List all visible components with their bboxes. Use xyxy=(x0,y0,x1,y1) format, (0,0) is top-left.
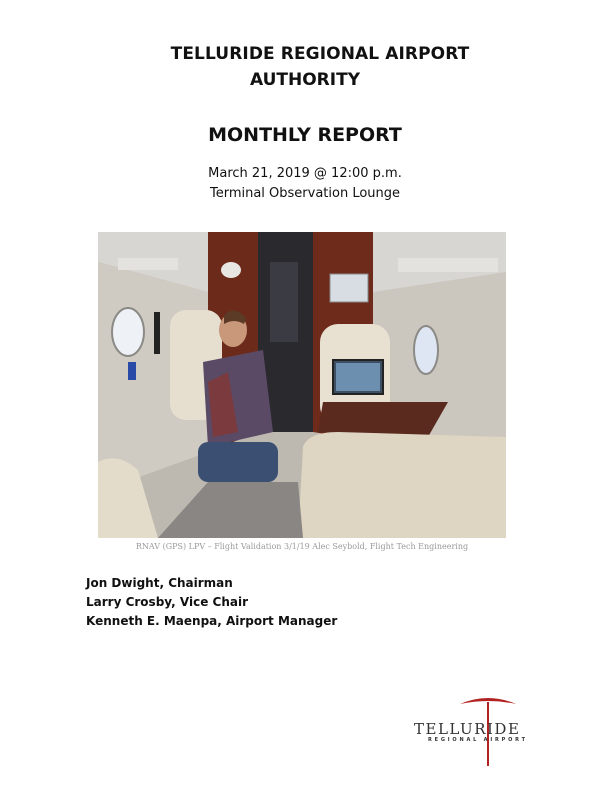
logo-name: TELLURIDE xyxy=(414,720,521,738)
cabin-photo-illustration xyxy=(98,232,506,538)
photo-caption: RNAV (GPS) LPV – Flight Validation 3/1/19 Alec Seybold, Flight Tech Engineering xyxy=(135,542,469,551)
meeting-date: March 21, 2019 @ 12:00 p.m. xyxy=(208,166,402,181)
title-line-1: TELLURIDE REGIONAL AIRPORT xyxy=(170,44,470,64)
officers-list xyxy=(86,574,406,631)
officer-vice-chair: Larry Crosby, Vice Chair xyxy=(86,595,249,609)
officer-chairman: Jon Dwight, Chairman xyxy=(86,576,233,590)
title-line-2: AUTHORITY xyxy=(249,70,361,90)
officer-airport-manager: Kenneth E. Maenpa, Airport Manager xyxy=(86,614,338,628)
telluride-airport-logo xyxy=(408,694,568,766)
meeting-location: Terminal Observation Lounge xyxy=(209,186,401,201)
report-title: MONTHLY REPORT xyxy=(208,124,402,146)
logo-subtitle: REGIONAL AIRPORT xyxy=(428,737,528,743)
cabin-photo xyxy=(98,232,506,538)
